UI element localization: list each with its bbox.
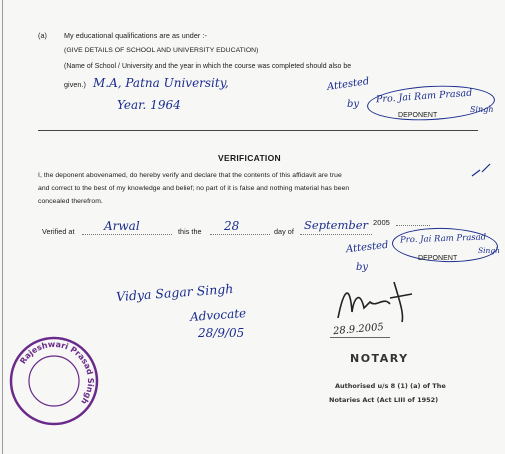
instruction-heading: (GIVE DETAILS OF SCHOOL AND UNIVERSITY EDUCATION) xyxy=(64,47,259,54)
notary-authorisation-line-2: Notaries Act (Act LIII of 1952) xyxy=(329,396,439,404)
notary-round-stamp xyxy=(8,335,100,427)
notary-date: 28.9.2005 xyxy=(332,321,385,338)
year-trailing-blank xyxy=(396,225,430,226)
verification-heading: VERIFICATION xyxy=(218,153,281,163)
advocate-name: Vidya Sagar Singh xyxy=(115,280,234,305)
instruction-text: (Name of School / University and the year in which the course was completed should also be xyxy=(64,63,352,70)
month-value: September xyxy=(304,218,369,232)
handwritten-qualification: M.A, Patna University, xyxy=(93,76,229,90)
page-edge-line xyxy=(2,0,3,454)
day-of-label: day of xyxy=(274,227,294,236)
verification-text-line-3: concealed therefrom. xyxy=(38,198,103,205)
deponent-signature-1-singh: Singh xyxy=(470,105,494,114)
deponent-label-2: DEPONENT xyxy=(418,255,458,262)
verified-at-blank xyxy=(82,234,172,235)
attested-by-1: by xyxy=(347,99,360,110)
this-the-label: this the xyxy=(178,227,202,236)
attested-by-2: by xyxy=(356,262,369,273)
advocate-title: Advocate xyxy=(189,306,247,324)
notary-label: NOTARY xyxy=(350,352,409,365)
attested-note-2: Attested xyxy=(345,239,389,256)
svg-text:Rajeshwari Prasad Singh: Rajeshwari Prasad Singh xyxy=(18,339,96,406)
handwritten-year: Year. 1964 xyxy=(117,98,181,112)
deponent-signature-1: Pro. Jai Ram Prasad xyxy=(375,87,473,106)
day-value: 28 xyxy=(224,219,240,233)
deponent-signature-2: Pro. Jai Ram Prasad xyxy=(399,232,487,246)
month-blank xyxy=(300,234,372,235)
verification-text-line-1: I, the deponent abovenamed, do hereby verify and declare that the contents of this affidavit are true xyxy=(38,172,342,179)
item-number: (a) xyxy=(38,31,47,40)
deponent-label-1: DEPONENT xyxy=(398,112,438,119)
day-blank xyxy=(210,234,270,235)
notary-signature-scribble xyxy=(330,278,420,326)
attested-note-1: Attested xyxy=(326,76,371,93)
verified-at-place: Arwal xyxy=(104,219,140,233)
year-value: 2005 xyxy=(373,218,390,227)
notary-underline xyxy=(330,337,390,338)
verified-at-label: Verified at xyxy=(42,227,75,236)
margin-tick-mark xyxy=(470,162,494,178)
given-label: given.) xyxy=(64,80,86,89)
qualification-statement: My educational qualifications are as under :- xyxy=(64,31,207,40)
verification-text-line-2: and correct to the best of my knowledge and belief; no part of it is false and nothing material has been xyxy=(38,185,350,192)
notary-authorisation-line-1: Authorised u/s 8 (1) (a) of The xyxy=(335,382,446,390)
advocate-date: 28/9/05 xyxy=(198,326,245,340)
section-divider xyxy=(38,130,478,131)
deponent-signature-2-singh: Singh xyxy=(478,246,500,255)
